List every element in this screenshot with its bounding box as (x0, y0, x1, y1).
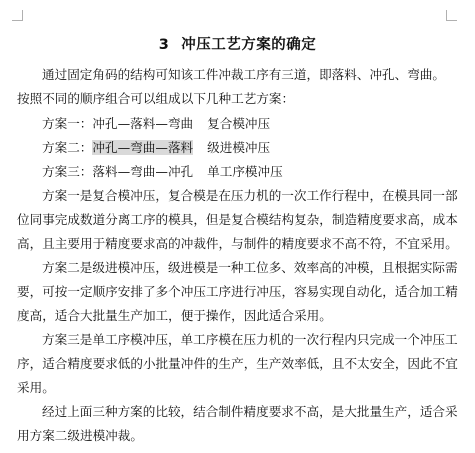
paragraph-2-line-2: 要，可按一定顺序安排了多个冲压工序进行冲压，容易实现自动化，适合加工精 (17, 284, 458, 299)
scheme-sequence: 落料—弯曲—冲孔 (92, 164, 194, 179)
paragraph-3-line-2: 序，适合精度要求低的小批量冲件的生产，生产效率低，且不太安全，因此不宜 (17, 356, 458, 371)
section-number: 3 (158, 37, 170, 53)
scheme-label: 方案二： (42, 140, 93, 155)
paragraph-4-line-1: 经过上面三种方案的比较，结合制件精度要求不高，是大批量生产，适合采 (42, 404, 458, 419)
paragraph-1-line-3: 高，且主要用于精度要求高的冲裁件，与制件的精度要求不高不符，不宜采用。 (17, 236, 458, 251)
paragraph-1-line-2: 位同事完成数道分离工序的模具，但是复合模结构复杂，制造精度要求高，成本 (17, 212, 458, 227)
scheme-label: 方案三： (42, 164, 93, 179)
scheme-item-3 (42, 164, 283, 180)
margin-corner-mark-left (12, 10, 23, 21)
scheme-mold: 复合模冲压 (207, 116, 271, 131)
scheme-label: 方案一： (42, 116, 93, 131)
paragraph-3-line-1: 方案三是单工序模冲压，单工序模在压力机的一次行程内只完成一个冲压工 (42, 332, 458, 347)
section-heading (0, 33, 475, 54)
scheme-mold: 单工序模冲压 (207, 164, 283, 179)
scheme-item-2 (42, 140, 270, 156)
paragraph-1-line-1: 方案一是复合模冲压，复合模是在压力机的一次工作行程中，在模具同一部 (42, 188, 458, 203)
paragraph-3-line-3: 采用。 (17, 380, 55, 395)
intro-line-2: 按照不同的顺序组合可以组成以下几种工艺方案： (17, 91, 295, 106)
intro-line-1: 通过固定角码的结构可知该工件冲裁工序有三道，即落料、冲孔、弯曲。 (42, 67, 445, 82)
scheme-item-1 (42, 116, 270, 132)
paragraph-2-line-1: 方案二是级进模冲压，级进模是一种工位多、效率高的冲模，且根据实际需 (42, 260, 458, 275)
margin-corner-mark-right (446, 10, 457, 21)
section-title: 冲压工艺方案的确定 (181, 37, 317, 53)
scheme-mold: 级进模冲压 (207, 140, 271, 155)
paragraph-2-line-3: 度高，适合大批量生产加工，便于操作，因此适合采用。 (17, 308, 332, 323)
paragraph-4-line-2: 用方案二级进模冲裁。 (17, 428, 143, 443)
scheme-sequence-selected[interactable]: 冲孔—弯曲—落料 (92, 140, 194, 155)
scheme-sequence: 冲孔—落料—弯曲 (92, 116, 194, 131)
